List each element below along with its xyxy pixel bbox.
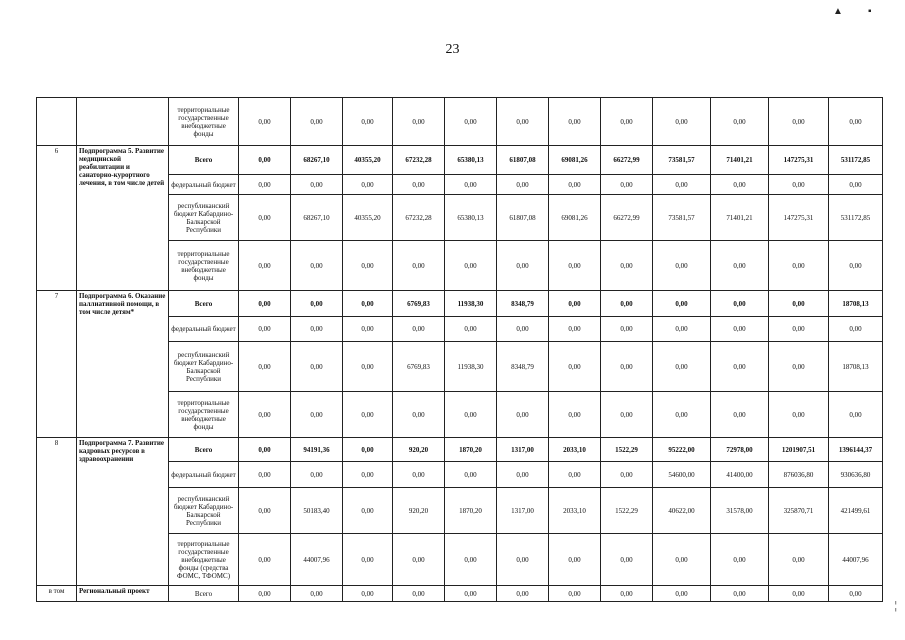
value-cell: 0,00 [653, 291, 711, 317]
value-cell: 71401,21 [711, 195, 769, 241]
value-cell: 0,00 [445, 586, 497, 602]
value-cell: 73581,57 [653, 146, 711, 175]
value-cell: 0,00 [829, 175, 883, 195]
value-cell: 0,00 [601, 291, 653, 317]
table-row [37, 98, 883, 146]
value-cell: 0,00 [239, 488, 291, 534]
value-cell: 0,00 [239, 146, 291, 175]
funding-source-cell: территориальные государственные внебюджетные фонды [169, 98, 239, 146]
scan-mark: ▲ [833, 6, 843, 17]
value-cell: 1317,00 [497, 488, 549, 534]
funding-source-cell: федеральный бюджет [169, 462, 239, 488]
value-cell: 0,00 [393, 534, 445, 586]
value-cell: 11938,30 [445, 291, 497, 317]
value-cell: 0,00 [829, 317, 883, 342]
value-cell: 94191,36 [291, 438, 343, 462]
value-cell: 0,00 [239, 534, 291, 586]
value-cell: 0,00 [769, 291, 829, 317]
value-cell: 0,00 [653, 175, 711, 195]
value-cell: 40355,20 [343, 146, 393, 175]
value-cell: 0,00 [239, 438, 291, 462]
value-cell: 11938,30 [445, 342, 497, 392]
value-cell: 0,00 [601, 175, 653, 195]
value-cell: 68267,10 [291, 195, 343, 241]
value-cell: 0,00 [239, 586, 291, 602]
value-cell: 0,00 [393, 241, 445, 291]
value-cell: 1396144,37 [829, 438, 883, 462]
value-cell: 2033,10 [549, 488, 601, 534]
value-cell: 0,00 [829, 241, 883, 291]
row-number-cell: в том [37, 586, 77, 602]
value-cell: 0,00 [497, 98, 549, 146]
row-number-cell: 6 [37, 146, 77, 291]
value-cell: 0,00 [291, 462, 343, 488]
value-cell: 0,00 [711, 317, 769, 342]
funding-source-cell: федеральный бюджет [169, 175, 239, 195]
value-cell: 0,00 [393, 586, 445, 602]
value-cell: 0,00 [711, 534, 769, 586]
value-cell: 0,00 [711, 175, 769, 195]
value-cell: 0,00 [711, 392, 769, 438]
funding-source-cell: территориальные государственные внебюджетные фонды [169, 392, 239, 438]
value-cell: 0,00 [549, 342, 601, 392]
funding-source-cell: территориальные государственные внебюджетные фонды (средства ФОМС, ТФОМС) [169, 534, 239, 586]
value-cell: 0,00 [829, 98, 883, 146]
value-cell: 0,00 [653, 241, 711, 291]
funding-source-cell: республиканский бюджет Кабардино-Балкарской Республики [169, 342, 239, 392]
value-cell: 8348,79 [497, 291, 549, 317]
value-cell: 66272,99 [601, 195, 653, 241]
value-cell: 0,00 [769, 98, 829, 146]
value-cell: 67232,28 [393, 195, 445, 241]
value-cell: 0,00 [601, 462, 653, 488]
value-cell: 0,00 [239, 462, 291, 488]
value-cell: 531172,85 [829, 195, 883, 241]
value-cell: 95222,00 [653, 438, 711, 462]
value-cell: 0,00 [291, 241, 343, 291]
value-cell: 40622,00 [653, 488, 711, 534]
value-cell: 0,00 [549, 462, 601, 488]
value-cell: 0,00 [445, 175, 497, 195]
value-cell: 1870,20 [445, 488, 497, 534]
value-cell: 0,00 [291, 175, 343, 195]
value-cell: 0,00 [343, 291, 393, 317]
value-cell: 0,00 [711, 291, 769, 317]
value-cell: 69081,26 [549, 195, 601, 241]
value-cell: 0,00 [343, 241, 393, 291]
value-cell: 0,00 [343, 392, 393, 438]
value-cell: 0,00 [711, 241, 769, 291]
margin-mark: ¦ [894, 598, 897, 612]
value-cell: 0,00 [769, 534, 829, 586]
value-cell: 0,00 [393, 462, 445, 488]
value-cell: 0,00 [291, 342, 343, 392]
value-cell: 18708,13 [829, 342, 883, 392]
value-cell: 0,00 [769, 241, 829, 291]
table-row [37, 291, 883, 317]
value-cell: 930636,80 [829, 462, 883, 488]
value-cell: 0,00 [343, 342, 393, 392]
value-cell: 920,20 [393, 488, 445, 534]
value-cell: 0,00 [601, 317, 653, 342]
value-cell: 920,20 [393, 438, 445, 462]
value-cell: 31578,00 [711, 488, 769, 534]
value-cell: 61807,08 [497, 146, 549, 175]
value-cell: 0,00 [445, 392, 497, 438]
value-cell: 0,00 [711, 342, 769, 392]
program-name-cell: Региональный проект [77, 586, 169, 602]
value-cell: 50183,40 [291, 488, 343, 534]
value-cell: 0,00 [601, 98, 653, 146]
value-cell: 876036,80 [769, 462, 829, 488]
value-cell: 531172,85 [829, 146, 883, 175]
value-cell: 0,00 [549, 534, 601, 586]
program-name-cell [77, 98, 169, 146]
value-cell: 0,00 [829, 392, 883, 438]
value-cell: 0,00 [445, 241, 497, 291]
funding-source-cell: Всего [169, 146, 239, 175]
page-number: 23 [445, 42, 460, 57]
value-cell: 0,00 [711, 586, 769, 602]
value-cell: 0,00 [549, 98, 601, 146]
value-cell: 0,00 [829, 586, 883, 602]
value-cell: 0,00 [653, 586, 711, 602]
value-cell: 44007,96 [291, 534, 343, 586]
value-cell: 0,00 [653, 98, 711, 146]
value-cell: 0,00 [239, 342, 291, 392]
table-row [37, 586, 883, 602]
value-cell: 0,00 [239, 317, 291, 342]
value-cell: 66272,99 [601, 146, 653, 175]
value-cell: 0,00 [445, 317, 497, 342]
funding-source-cell: республиканский бюджет Кабардино-Балкарской Республики [169, 488, 239, 534]
value-cell: 71401,21 [711, 146, 769, 175]
value-cell: 0,00 [769, 175, 829, 195]
program-name-cell: Подпрограмма 5. Развитие медицинской реабилитации и санаторно-курортного лечения, в том числе детей [77, 146, 169, 291]
value-cell: 0,00 [343, 586, 393, 602]
value-cell: 0,00 [343, 175, 393, 195]
value-cell: 61807,08 [497, 195, 549, 241]
scan-mark: ▪ [868, 6, 872, 17]
value-cell: 0,00 [291, 586, 343, 602]
value-cell: 0,00 [601, 586, 653, 602]
value-cell: 41400,00 [711, 462, 769, 488]
value-cell: 0,00 [343, 462, 393, 488]
value-cell: 8348,79 [497, 342, 549, 392]
value-cell: 0,00 [653, 342, 711, 392]
value-cell: 0,00 [601, 534, 653, 586]
value-cell: 65380,13 [445, 195, 497, 241]
value-cell: 0,00 [445, 98, 497, 146]
value-cell: 0,00 [239, 98, 291, 146]
value-cell: 0,00 [239, 291, 291, 317]
value-cell: 0,00 [653, 392, 711, 438]
table-row [37, 146, 883, 175]
value-cell: 0,00 [601, 392, 653, 438]
row-number-cell: 8 [37, 438, 77, 586]
value-cell: 147275,31 [769, 195, 829, 241]
value-cell: 40355,20 [343, 195, 393, 241]
value-cell: 1317,00 [497, 438, 549, 462]
value-cell: 0,00 [497, 175, 549, 195]
value-cell: 0,00 [653, 317, 711, 342]
value-cell: 0,00 [549, 392, 601, 438]
value-cell: 1201907,51 [769, 438, 829, 462]
value-cell: 0,00 [711, 98, 769, 146]
value-cell: 2033,10 [549, 438, 601, 462]
value-cell: 0,00 [291, 98, 343, 146]
value-cell: 0,00 [239, 195, 291, 241]
value-cell: 0,00 [549, 317, 601, 342]
funding-source-cell: республиканский бюджет Кабардино-Балкарской Республики [169, 195, 239, 241]
value-cell: 0,00 [497, 534, 549, 586]
value-cell: 0,00 [393, 175, 445, 195]
value-cell: 0,00 [497, 586, 549, 602]
value-cell: 0,00 [291, 291, 343, 317]
value-cell: 65380,13 [445, 146, 497, 175]
value-cell: 0,00 [601, 241, 653, 291]
funding-source-cell: территориальные государственные внебюджетные фонды [169, 241, 239, 291]
value-cell: 0,00 [291, 392, 343, 438]
value-cell: 147275,31 [769, 146, 829, 175]
value-cell: 0,00 [343, 98, 393, 146]
value-cell: 325870,71 [769, 488, 829, 534]
value-cell: 1522,29 [601, 488, 653, 534]
row-number-cell [37, 98, 77, 146]
value-cell: 18708,13 [829, 291, 883, 317]
financing-table [36, 97, 883, 602]
value-cell: 67232,28 [393, 146, 445, 175]
value-cell: 0,00 [549, 291, 601, 317]
value-cell: 0,00 [343, 317, 393, 342]
value-cell: 6769,83 [393, 291, 445, 317]
value-cell: 44007,96 [829, 534, 883, 586]
value-cell: 0,00 [393, 392, 445, 438]
value-cell: 68267,10 [291, 146, 343, 175]
value-cell: 0,00 [445, 462, 497, 488]
value-cell: 1522,29 [601, 438, 653, 462]
value-cell: 0,00 [601, 342, 653, 392]
program-name-cell: Подпрограмма 7. Развитие кадровых ресурсов в здравоохранении [77, 438, 169, 586]
value-cell: 0,00 [343, 534, 393, 586]
value-cell: 0,00 [393, 317, 445, 342]
value-cell: 0,00 [343, 488, 393, 534]
funding-source-cell: федеральный бюджет [169, 317, 239, 342]
value-cell: 421499,61 [829, 488, 883, 534]
value-cell: 0,00 [239, 175, 291, 195]
value-cell: 0,00 [769, 342, 829, 392]
value-cell: 0,00 [769, 586, 829, 602]
value-cell: 0,00 [549, 175, 601, 195]
value-cell: 0,00 [291, 317, 343, 342]
value-cell: 72978,00 [711, 438, 769, 462]
table-row [37, 438, 883, 462]
value-cell: 54600,00 [653, 462, 711, 488]
value-cell: 73581,57 [653, 195, 711, 241]
value-cell: 0,00 [445, 534, 497, 586]
value-cell: 0,00 [769, 392, 829, 438]
value-cell: 1870,20 [445, 438, 497, 462]
value-cell: 6769,83 [393, 342, 445, 392]
value-cell: 0,00 [497, 392, 549, 438]
value-cell: 0,00 [239, 392, 291, 438]
value-cell: 0,00 [769, 317, 829, 342]
value-cell: 0,00 [393, 98, 445, 146]
value-cell: 0,00 [497, 317, 549, 342]
funding-source-cell: Всего [169, 438, 239, 462]
funding-source-cell: Всего [169, 586, 239, 602]
value-cell: 69081,26 [549, 146, 601, 175]
value-cell: 0,00 [549, 241, 601, 291]
funding-source-cell: Всего [169, 291, 239, 317]
value-cell: 0,00 [549, 586, 601, 602]
value-cell: 0,00 [497, 462, 549, 488]
program-name-cell: Подпрограмма 6. Оказание паллиативной помощи, в том числе детям* [77, 291, 169, 438]
value-cell: 0,00 [497, 241, 549, 291]
value-cell: 0,00 [653, 534, 711, 586]
value-cell: 0,00 [239, 241, 291, 291]
row-number-cell: 7 [37, 291, 77, 438]
value-cell: 0,00 [343, 438, 393, 462]
